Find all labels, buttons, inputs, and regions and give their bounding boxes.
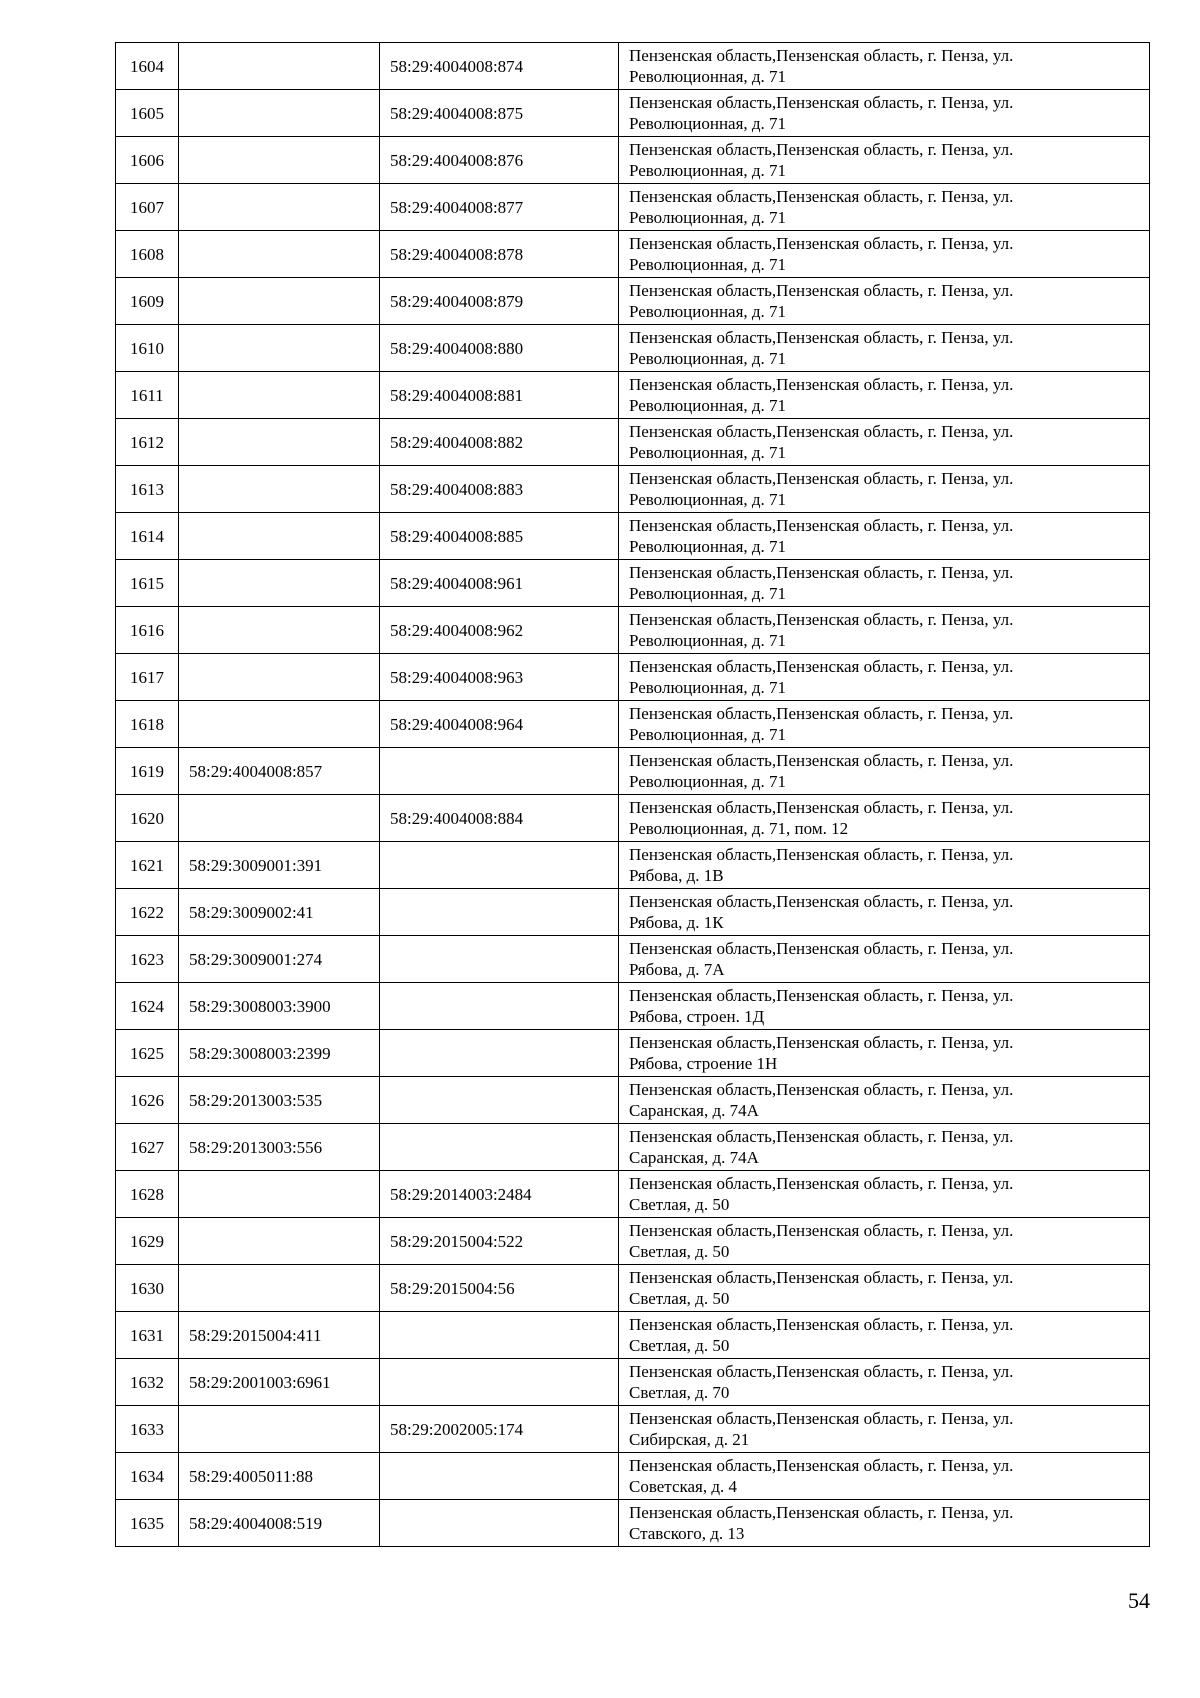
address-line: Рябова, д. 1К: [629, 913, 724, 932]
address-line: Пензенская область,Пензенская область, г. Пенза, ул.: [629, 140, 1014, 159]
cadastral-number-cell: [380, 1030, 619, 1077]
table-row: [116, 184, 1150, 231]
address-line: Революционная, д. 71: [629, 67, 787, 86]
address-cell: [619, 90, 1150, 137]
address-line: Пензенская область,Пензенская область, г. Пенза, ул.: [629, 1221, 1014, 1240]
address-cell: [619, 1124, 1150, 1171]
table-row: [116, 842, 1150, 889]
row-number-cell: 1625: [116, 1030, 179, 1077]
address-line: Пензенская область,Пензенская область, г. Пенза, ул.: [629, 516, 1014, 535]
row-number-cell: 1612: [116, 419, 179, 466]
table-row: [116, 419, 1150, 466]
cadastral-number-cell: [179, 1171, 380, 1218]
table-row: [116, 748, 1150, 795]
cadastral-number-cell: 58:29:4004008:874: [380, 43, 619, 90]
cadastral-number-cell: 58:29:2015004:522: [380, 1218, 619, 1265]
cadastral-number-cell: [380, 889, 619, 936]
cadastral-number-cell: 58:29:4004008:962: [380, 607, 619, 654]
address-line: Светлая, д. 50: [629, 1242, 730, 1261]
row-number-cell: 1628: [116, 1171, 179, 1218]
table-row: [116, 137, 1150, 184]
address-line: Рябова, строение 1Н: [629, 1054, 778, 1073]
address-line: Советская, д. 4: [629, 1477, 738, 1496]
address-line: Пензенская область,Пензенская область, г. Пенза, ул.: [629, 1033, 1014, 1052]
address-cell: [619, 1171, 1150, 1218]
table-row: [116, 607, 1150, 654]
table-row: [116, 654, 1150, 701]
address-cell: [619, 325, 1150, 372]
address-cell: [619, 231, 1150, 278]
cadastral-number-cell: [380, 842, 619, 889]
cadastral-number-cell: 58:29:4004008:875: [380, 90, 619, 137]
address-cell: [619, 1218, 1150, 1265]
cadastral-number-cell: [179, 184, 380, 231]
address-line: Пензенская область,Пензенская область, г. Пенза, ул.: [629, 939, 1014, 958]
address-line: Революционная, д. 71: [629, 349, 787, 368]
table-row: [116, 325, 1150, 372]
address-line: Пензенская область,Пензенская область, г. Пенза, ул.: [629, 281, 1014, 300]
address-cell: [619, 842, 1150, 889]
cadastral-number-cell: 58:29:4004008:876: [380, 137, 619, 184]
address-cell: [619, 43, 1150, 90]
table-row: [116, 1312, 1150, 1359]
address-cell: [619, 748, 1150, 795]
address-line: Пензенская область,Пензенская область, г. Пенза, ул.: [629, 1268, 1014, 1287]
table-row: [116, 1171, 1150, 1218]
table-row: [116, 560, 1150, 607]
cadastral-number-cell: 58:29:4004008:877: [380, 184, 619, 231]
cadastral-number-cell: 58:29:4004008:964: [380, 701, 619, 748]
cadastral-number-cell: 58:29:2015004:56: [380, 1265, 619, 1312]
address-line: Сибирская, д. 21: [629, 1430, 750, 1449]
table-row: [116, 372, 1150, 419]
address-line: Революционная, д. 71, пом. 12: [629, 819, 849, 838]
address-line: Революционная, д. 71: [629, 208, 787, 227]
address-cell: [619, 1030, 1150, 1077]
cadastral-number-cell: [380, 1312, 619, 1359]
cadastral-number-cell: 58:29:2013003:556: [179, 1124, 380, 1171]
cadastral-number-cell: [179, 372, 380, 419]
address-cell: [619, 795, 1150, 842]
row-number-cell: 1633: [116, 1406, 179, 1453]
row-number-cell: 1608: [116, 231, 179, 278]
address-cell: [619, 278, 1150, 325]
address-line: Пензенская область,Пензенская область, г. Пенза, ул.: [629, 1409, 1014, 1428]
address-line: Светлая, д. 50: [629, 1195, 730, 1214]
cadastral-number-cell: 58:29:4004008:885: [380, 513, 619, 560]
cadastral-number-cell: 58:29:4004008:881: [380, 372, 619, 419]
cadastral-number-cell: 58:29:4004008:882: [380, 419, 619, 466]
address-cell: [619, 889, 1150, 936]
address-line: Пензенская область,Пензенская область, г. Пенза, ул.: [629, 1456, 1014, 1475]
address-cell: [619, 513, 1150, 560]
row-number-cell: 1611: [116, 372, 179, 419]
cadastral-number-cell: 58:29:4004008:878: [380, 231, 619, 278]
address-cell: [619, 560, 1150, 607]
table-row: [116, 1077, 1150, 1124]
cadastral-number-cell: 58:29:4004008:879: [380, 278, 619, 325]
address-line: Пензенская область,Пензенская область, г. Пенза, ул.: [629, 93, 1014, 112]
address-line: Рябова, д. 1В: [629, 866, 724, 885]
row-number-cell: 1614: [116, 513, 179, 560]
address-line: Пензенская область,Пензенская область, г. Пенза, ул.: [629, 46, 1014, 65]
address-cell: [619, 607, 1150, 654]
address-line: Революционная, д. 71: [629, 537, 787, 556]
cadastral-number-cell: 58:29:4004008:961: [380, 560, 619, 607]
address-line: Пензенская область,Пензенская область, г. Пенза, ул.: [629, 845, 1014, 864]
row-number-cell: 1616: [116, 607, 179, 654]
cadastral-number-cell: [179, 795, 380, 842]
cadastral-number-cell: [179, 1218, 380, 1265]
table-row: [116, 701, 1150, 748]
cadastral-number-cell: 58:29:2013003:535: [179, 1077, 380, 1124]
address-line: Пензенская область,Пензенская область, г. Пенза, ул.: [629, 751, 1014, 770]
row-number-cell: 1620: [116, 795, 179, 842]
table-row: [116, 1453, 1150, 1500]
address-cell: [619, 1077, 1150, 1124]
table-row: [116, 513, 1150, 560]
address-line: Пензенская область,Пензенская область, г. Пенза, ул.: [629, 375, 1014, 394]
row-number-cell: 1607: [116, 184, 179, 231]
cadastral-number-cell: [179, 278, 380, 325]
address-line: Пензенская область,Пензенская область, г. Пенза, ул.: [629, 798, 1014, 817]
row-number-cell: 1630: [116, 1265, 179, 1312]
address-cell: [619, 1453, 1150, 1500]
address-cell: [619, 184, 1150, 231]
address-line: Революционная, д. 71: [629, 678, 787, 697]
row-number-cell: 1622: [116, 889, 179, 936]
table-row: [116, 231, 1150, 278]
table-row: [116, 1406, 1150, 1453]
address-line: Революционная, д. 71: [629, 161, 787, 180]
table-row: [116, 936, 1150, 983]
row-number-cell: 1631: [116, 1312, 179, 1359]
address-line: Революционная, д. 71: [629, 490, 787, 509]
cadastral-number-cell: [179, 1265, 380, 1312]
cadastral-number-cell: [179, 90, 380, 137]
row-number-cell: 1609: [116, 278, 179, 325]
address-line: Революционная, д. 71: [629, 396, 787, 415]
cadastral-number-cell: 58:29:2002005:174: [380, 1406, 619, 1453]
cadastral-number-cell: [380, 1453, 619, 1500]
address-line: Пензенская область,Пензенская область, г. Пенза, ул.: [629, 1503, 1014, 1522]
cadastral-number-cell: 58:29:4004008:519: [179, 1500, 380, 1547]
cadastral-number-cell: [380, 1124, 619, 1171]
cadastral-number-cell: [179, 654, 380, 701]
cadastral-number-cell: 58:29:4004008:880: [380, 325, 619, 372]
cadastral-number-cell: 58:29:4004008:857: [179, 748, 380, 795]
row-number-cell: 1626: [116, 1077, 179, 1124]
address-line: Революционная, д. 71: [629, 302, 787, 321]
address-line: Пензенская область,Пензенская область, г. Пенза, ул.: [629, 1127, 1014, 1146]
cadastral-number-cell: 58:29:2001003:6961: [179, 1359, 380, 1406]
row-number-cell: 1610: [116, 325, 179, 372]
address-cell: [619, 372, 1150, 419]
address-cell: [619, 1265, 1150, 1312]
address-line: Пензенская область,Пензенская область, г. Пенза, ул.: [629, 1362, 1014, 1381]
registry-table: [115, 42, 1150, 1547]
address-line: Светлая, д. 50: [629, 1289, 730, 1308]
row-number-cell: 1615: [116, 560, 179, 607]
table-row: [116, 1124, 1150, 1171]
address-line: Пензенская область,Пензенская область, г. Пенза, ул.: [629, 563, 1014, 582]
cadastral-number-cell: [179, 1406, 380, 1453]
address-line: Пензенская область,Пензенская область, г. Пенза, ул.: [629, 469, 1014, 488]
address-cell: [619, 701, 1150, 748]
address-line: Пензенская область,Пензенская область, г. Пенза, ул.: [629, 422, 1014, 441]
row-number-cell: 1635: [116, 1500, 179, 1547]
address-line: Рябова, д. 7А: [629, 960, 725, 979]
table-row: [116, 795, 1150, 842]
table-row: [116, 1359, 1150, 1406]
table-row: [116, 1265, 1150, 1312]
address-line: Пензенская область,Пензенская область, г. Пенза, ул.: [629, 234, 1014, 253]
table-row: [116, 1030, 1150, 1077]
table-row: [116, 983, 1150, 1030]
row-number-cell: 1618: [116, 701, 179, 748]
address-line: Пензенская область,Пензенская область, г. Пенза, ул.: [629, 610, 1014, 629]
table-row: [116, 1500, 1150, 1547]
cadastral-number-cell: 58:29:3009001:274: [179, 936, 380, 983]
address-line: Пензенская область,Пензенская область, г. Пенза, ул.: [629, 187, 1014, 206]
cadastral-number-cell: 58:29:4005011:88: [179, 1453, 380, 1500]
row-number-cell: 1627: [116, 1124, 179, 1171]
table-row: [116, 889, 1150, 936]
address-line: Революционная, д. 71: [629, 631, 787, 650]
cadastral-number-cell: [179, 513, 380, 560]
address-cell: [619, 1406, 1150, 1453]
address-line: Пензенская область,Пензенская область, г. Пенза, ул.: [629, 1174, 1014, 1193]
cadastral-number-cell: 58:29:2014003:2484: [380, 1171, 619, 1218]
page-number: 54: [1128, 1588, 1150, 1613]
row-number-cell: 1632: [116, 1359, 179, 1406]
cadastral-number-cell: [179, 325, 380, 372]
address-line: Пензенская область,Пензенская область, г. Пенза, ул.: [629, 704, 1014, 723]
cadastral-number-cell: [179, 137, 380, 184]
address-cell: [619, 419, 1150, 466]
address-line: Саранская, д. 74А: [629, 1101, 759, 1120]
address-line: Пензенская область,Пензенская область, г. Пенза, ул.: [629, 1315, 1014, 1334]
address-line: Пензенская область,Пензенская область, г. Пенза, ул.: [629, 328, 1014, 347]
cadastral-number-cell: 58:29:3009002:41: [179, 889, 380, 936]
address-cell: [619, 466, 1150, 513]
cadastral-number-cell: [179, 231, 380, 278]
row-number-cell: 1617: [116, 654, 179, 701]
cadastral-number-cell: 58:29:4004008:884: [380, 795, 619, 842]
address-line: Пензенская область,Пензенская область, г. Пенза, ул.: [629, 1080, 1014, 1099]
address-cell: [619, 654, 1150, 701]
address-line: Пензенская область,Пензенская область, г. Пенза, ул.: [629, 657, 1014, 676]
address-line: Рябова, строен. 1Д: [629, 1007, 765, 1026]
cadastral-number-cell: [179, 466, 380, 513]
address-line: Революционная, д. 71: [629, 584, 787, 603]
registry-table-body: [116, 43, 1150, 1547]
cadastral-number-cell: [179, 607, 380, 654]
address-line: Революционная, д. 71: [629, 772, 787, 791]
table-row: [116, 466, 1150, 513]
row-number-cell: 1623: [116, 936, 179, 983]
cadastral-number-cell: 58:29:3008003:2399: [179, 1030, 380, 1077]
cadastral-number-cell: [380, 983, 619, 1030]
table-row: [116, 1218, 1150, 1265]
row-number-cell: 1613: [116, 466, 179, 513]
cadastral-number-cell: [380, 1359, 619, 1406]
address-cell: [619, 983, 1150, 1030]
cadastral-number-cell: [380, 1500, 619, 1547]
address-cell: [619, 936, 1150, 983]
row-number-cell: 1605: [116, 90, 179, 137]
cadastral-number-cell: 58:29:4004008:963: [380, 654, 619, 701]
address-line: Пензенская область,Пензенская область, г. Пенза, ул.: [629, 892, 1014, 911]
address-cell: [619, 137, 1150, 184]
row-number-cell: 1621: [116, 842, 179, 889]
address-line: Пензенская область,Пензенская область, г. Пенза, ул.: [629, 986, 1014, 1005]
cadastral-number-cell: 58:29:3008003:3900: [179, 983, 380, 1030]
row-number-cell: 1624: [116, 983, 179, 1030]
address-line: Революционная, д. 71: [629, 443, 787, 462]
cadastral-number-cell: [179, 419, 380, 466]
cadastral-number-cell: [380, 936, 619, 983]
address-line: Революционная, д. 71: [629, 725, 787, 744]
address-line: Светлая, д. 50: [629, 1336, 730, 1355]
address-line: Революционная, д. 71: [629, 114, 787, 133]
cadastral-number-cell: [179, 43, 380, 90]
address-cell: [619, 1500, 1150, 1547]
row-number-cell: 1634: [116, 1453, 179, 1500]
row-number-cell: 1629: [116, 1218, 179, 1265]
address-cell: [619, 1312, 1150, 1359]
address-line: Ставского, д. 13: [629, 1524, 745, 1543]
cadastral-number-cell: 58:29:2015004:411: [179, 1312, 380, 1359]
cadastral-number-cell: [179, 701, 380, 748]
table-row: [116, 90, 1150, 137]
address-line: Светлая, д. 70: [629, 1383, 730, 1402]
address-line: Революционная, д. 71: [629, 255, 787, 274]
row-number-cell: 1606: [116, 137, 179, 184]
row-number-cell: 1619: [116, 748, 179, 795]
address-cell: [619, 1359, 1150, 1406]
cadastral-number-cell: [380, 1077, 619, 1124]
cadastral-number-cell: 58:29:3009001:391: [179, 842, 380, 889]
row-number-cell: 1604: [116, 43, 179, 90]
table-row: [116, 278, 1150, 325]
table-row: [116, 43, 1150, 90]
cadastral-number-cell: [380, 748, 619, 795]
cadastral-number-cell: 58:29:4004008:883: [380, 466, 619, 513]
cadastral-number-cell: [179, 560, 380, 607]
address-line: Саранская, д. 74А: [629, 1148, 759, 1167]
